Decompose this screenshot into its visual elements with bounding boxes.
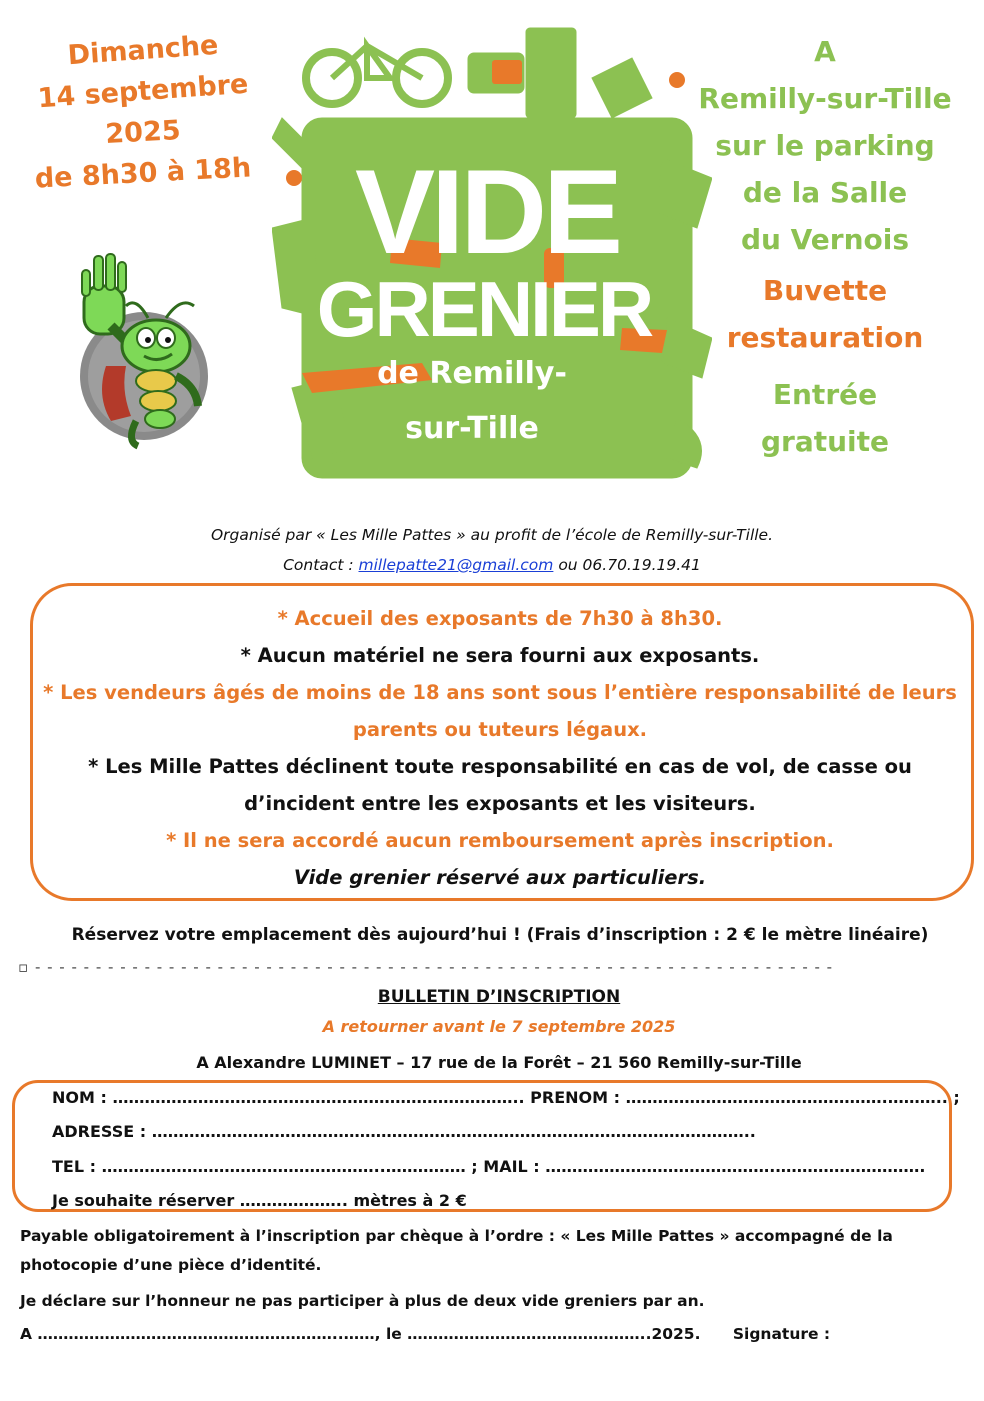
contact-label: Contact :	[283, 556, 359, 574]
form-contact-fields[interactable]: TEL : ……………………………………………..…………… ; MAIL : …………………………………….……………………….	[52, 1157, 926, 1176]
location-line: Remilly-sur-Tille	[698, 82, 952, 115]
rule-item: Vide grenier réservé aux particuliers.	[293, 866, 707, 889]
logo-subtitle-1: de Remilly-	[377, 356, 567, 391]
entrance-info	[680, 371, 970, 465]
logo-subtitle-2: sur-Tille	[405, 411, 539, 446]
rules-list	[20, 600, 980, 896]
cut-line	[18, 958, 968, 976]
date-line: de 8h30 à 18h	[34, 152, 252, 195]
bulletin-title: BULLETIN D’INSCRIPTION	[377, 987, 621, 1007]
rule-item: * Aucun matériel ne sera fourni aux exposants.	[240, 644, 760, 667]
rule-item: parents ou tuteurs légaux.	[352, 718, 648, 741]
buvette-info	[680, 267, 970, 361]
date-line: Dimanche	[66, 29, 220, 72]
event-date	[18, 30, 268, 194]
contact-phone: ou 06.70.19.19.41	[553, 556, 701, 574]
payment-notice: Payable obligatoirement à l’inscription par chèque à l’ordre : « Les Mille Pattes » accompagné de la photocopie d’une pièce d’identité.	[20, 1227, 893, 1274]
mascot-caterpillar-icon	[66, 246, 216, 456]
reserve-notice: Réservez votre emplacement dès aujourd’hui ! (Frais d’inscription : 2 € le mètre linéaire)	[71, 925, 929, 945]
rule-item: * Il ne sera accordé aucun remboursement après inscription.	[166, 829, 834, 852]
signature-line[interactable]: A …………………………………………………..……, le ………………………………………..2025. Signature :	[20, 1325, 831, 1343]
buvette-line: Buvette	[762, 274, 888, 307]
form-name-fields[interactable]: NOM : ………………………………………………………………….. PRENOM : ………………………………………….……….. ;	[52, 1088, 960, 1107]
bulletin-address: A Alexandre LUMINET – 17 rue de la Forêt – 21 560 Remilly-sur-Tille	[196, 1053, 802, 1072]
event-location	[680, 28, 970, 263]
organizer-line: Organisé par « Les Mille Pattes » au profit de l’école de Remilly-sur-Tille.	[210, 526, 774, 544]
rule-item: d’incident entre les exposants et les visiteurs.	[244, 792, 756, 815]
bulletin-deadline: A retourner avant le 7 septembre 2025	[322, 1017, 676, 1036]
date-line: 2025	[104, 115, 182, 150]
contact-line	[0, 550, 984, 580]
rule-item: * Les vendeurs âgés de moins de 18 ans sont sous l’entière responsabilité de leurs	[43, 681, 957, 704]
buvette-line: restauration	[726, 321, 924, 354]
location-line: A	[814, 35, 836, 68]
form-meters-field[interactable]: Je souhaite réserver ……………….. mètres à 2 €	[52, 1191, 467, 1210]
contact-email-link[interactable]: millepatte21@gmail.com	[358, 556, 554, 574]
date-line: 14 septembre	[36, 68, 250, 115]
entrance-line: Entrée	[772, 378, 878, 411]
logo-title-grenier: GRENIER	[316, 265, 652, 353]
rule-item: * Accueil des exposants de 7h30 à 8h30.	[277, 607, 723, 630]
form-address-field[interactable]: ADRESSE : …………………………………………………………………………………………………..	[52, 1122, 756, 1141]
cut-dashes: - - - - - - - - - - - - - - - - - - - - - - - - - - - - - - - - - - - - - - - - - - - - - - - - - - - - - - - - - - - - - - - - - -	[34, 958, 834, 976]
rule-item: * Les Mille Pattes déclinent toute responsabilité en cas de vol, de casse ou	[88, 755, 912, 778]
declaration-text: Je déclare sur l’honneur ne pas participer à plus de deux vide greniers par an.	[20, 1292, 705, 1310]
entrance-line: gratuite	[760, 425, 890, 458]
location-line: de la Salle	[742, 176, 908, 209]
location-line: sur le parking	[715, 129, 935, 162]
location-line: du Vernois	[740, 223, 910, 256]
scissors-icon: ▫	[18, 958, 35, 976]
vide-grenier-logo	[272, 18, 712, 490]
organizer-info	[0, 520, 984, 580]
logo-title-vide: VIDE	[354, 145, 620, 279]
event-info	[680, 28, 970, 465]
